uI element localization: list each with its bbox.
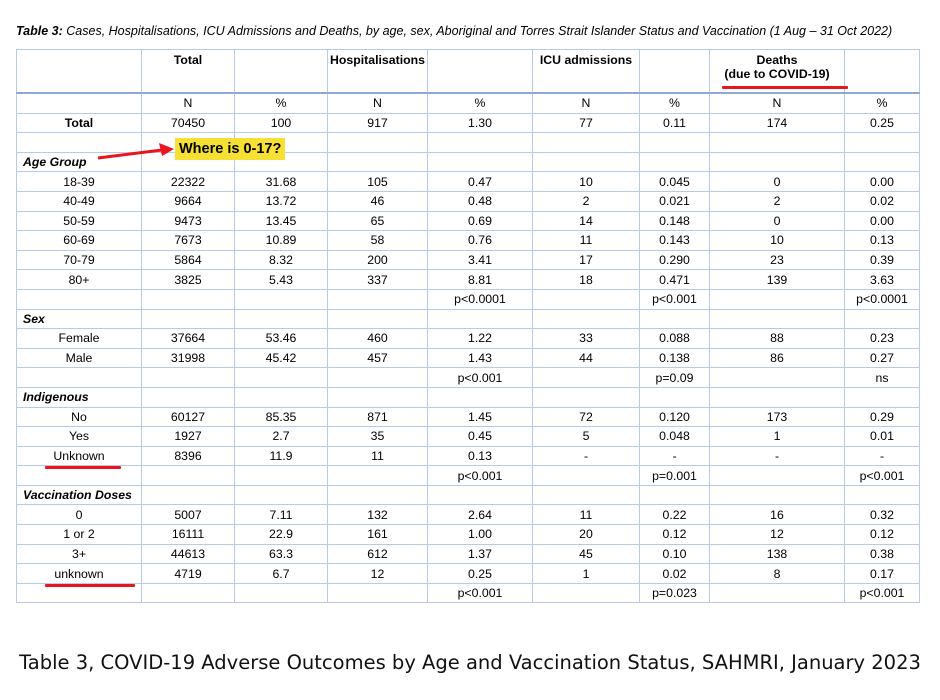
unknown-underline-vaccination bbox=[45, 584, 135, 587]
cell: 0.00 bbox=[845, 172, 920, 192]
cell: 0.021 bbox=[640, 191, 710, 211]
row-label: Male bbox=[17, 348, 142, 368]
cell: 0.12 bbox=[640, 525, 710, 545]
cell: 88 bbox=[710, 329, 845, 349]
empty-cell bbox=[17, 368, 142, 388]
empty-cell bbox=[533, 309, 640, 329]
cell: 5.43 bbox=[235, 270, 328, 290]
cell: 0.76 bbox=[428, 231, 533, 251]
cell: 0.02 bbox=[640, 564, 710, 584]
cell: 0.088 bbox=[640, 329, 710, 349]
cell: 63.3 bbox=[235, 544, 328, 564]
cell: 7673 bbox=[142, 231, 235, 251]
table-row bbox=[17, 270, 920, 290]
cell: 16 bbox=[710, 505, 845, 525]
cell: 1927 bbox=[142, 427, 235, 447]
cell: 31998 bbox=[142, 348, 235, 368]
cell: 0.11 bbox=[640, 113, 710, 133]
unit-cell: N bbox=[533, 93, 640, 113]
cell: 5007 bbox=[142, 505, 235, 525]
empty-cell bbox=[533, 152, 640, 172]
empty-cell bbox=[710, 583, 845, 603]
cell: 0.12 bbox=[845, 525, 920, 545]
empty-cell bbox=[845, 309, 920, 329]
header-hospitalisations: Hospitalisations bbox=[328, 50, 428, 94]
empty-cell bbox=[845, 152, 920, 172]
cell: 0.69 bbox=[428, 211, 533, 231]
table-row bbox=[17, 407, 920, 427]
cell: 77 bbox=[533, 113, 640, 133]
unit-cell: N bbox=[710, 93, 845, 113]
cell: 871 bbox=[328, 407, 428, 427]
empty-cell bbox=[142, 368, 235, 388]
cell: 11 bbox=[328, 446, 428, 466]
cell: 161 bbox=[328, 525, 428, 545]
cell: 0.25 bbox=[845, 113, 920, 133]
cell: 1.30 bbox=[428, 113, 533, 133]
empty-cell bbox=[710, 289, 845, 309]
cell: 1.22 bbox=[428, 329, 533, 349]
cell: 5864 bbox=[142, 250, 235, 270]
cell: 0.02 bbox=[845, 191, 920, 211]
empty-cell bbox=[142, 485, 235, 505]
header-deaths-sub: (due to COVID-19) bbox=[724, 67, 830, 81]
cell: 0.148 bbox=[640, 211, 710, 231]
cell: 1 bbox=[710, 427, 845, 447]
cell: 23 bbox=[710, 250, 845, 270]
cell: 0.48 bbox=[428, 191, 533, 211]
p-value: p<0.001 bbox=[845, 583, 920, 603]
empty-cell bbox=[328, 152, 428, 172]
cell: 8396 bbox=[142, 446, 235, 466]
cell: 0.32 bbox=[845, 505, 920, 525]
unit-cell: N bbox=[328, 93, 428, 113]
row-label: 80+ bbox=[17, 270, 142, 290]
table-title-prefix: Table 3: bbox=[16, 24, 63, 38]
cell: 45 bbox=[533, 544, 640, 564]
row-label: 60-69 bbox=[17, 231, 142, 251]
cell: 11.9 bbox=[235, 446, 328, 466]
cell: 1.00 bbox=[428, 525, 533, 545]
empty-cell bbox=[428, 485, 533, 505]
header-deaths-label: Deaths bbox=[756, 53, 798, 67]
cell: 8.32 bbox=[235, 250, 328, 270]
cell: 0.10 bbox=[640, 544, 710, 564]
cell: 0.29 bbox=[845, 407, 920, 427]
cell: 16111 bbox=[142, 525, 235, 545]
cell: 60127 bbox=[142, 407, 235, 427]
unit-cell: % bbox=[640, 93, 710, 113]
cell: 3825 bbox=[142, 270, 235, 290]
cell: 37664 bbox=[142, 329, 235, 349]
cell: 46 bbox=[328, 191, 428, 211]
empty-cell bbox=[17, 289, 142, 309]
empty-cell bbox=[235, 485, 328, 505]
p-value: p=0.023 bbox=[640, 583, 710, 603]
cell: 200 bbox=[328, 250, 428, 270]
empty-cell bbox=[142, 309, 235, 329]
cell: 58 bbox=[328, 231, 428, 251]
p-value: p<0.001 bbox=[428, 583, 533, 603]
header-icu: ICU admissions bbox=[533, 50, 640, 94]
empty-cell bbox=[328, 368, 428, 388]
figure-caption: Table 3, COVID-19 Adverse Outcomes by Age and Vaccination Status, SAHMRI, January 2023 bbox=[19, 651, 921, 674]
section-heading: Vaccination Doses bbox=[17, 485, 142, 505]
empty-cell bbox=[328, 309, 428, 329]
cell: 2.64 bbox=[428, 505, 533, 525]
cell: 132 bbox=[328, 505, 428, 525]
cell: 2 bbox=[710, 191, 845, 211]
cell: 0.048 bbox=[640, 427, 710, 447]
empty-cell bbox=[533, 466, 640, 486]
table-row bbox=[17, 329, 920, 349]
section-sex bbox=[17, 309, 920, 329]
table-row bbox=[17, 525, 920, 545]
cell: 0.00 bbox=[845, 211, 920, 231]
empty-cell bbox=[235, 309, 328, 329]
cell: 0.045 bbox=[640, 172, 710, 192]
empty-cell bbox=[328, 583, 428, 603]
empty-cell bbox=[640, 387, 710, 407]
cell: 0.22 bbox=[640, 505, 710, 525]
table-row bbox=[17, 505, 920, 525]
row-label: Female bbox=[17, 329, 142, 349]
table-row bbox=[17, 348, 920, 368]
empty-cell bbox=[640, 152, 710, 172]
callout-where-0-17: Where is 0-17? bbox=[175, 138, 285, 160]
cell: 1.37 bbox=[428, 544, 533, 564]
table-title bbox=[16, 24, 892, 38]
cell: 917 bbox=[328, 113, 428, 133]
cell: 0.143 bbox=[640, 231, 710, 251]
cell: 100 bbox=[235, 113, 328, 133]
p-value: p<0.001 bbox=[428, 466, 533, 486]
cell: 33 bbox=[533, 329, 640, 349]
row-label: 50-59 bbox=[17, 211, 142, 231]
cell: 1 bbox=[533, 564, 640, 584]
cell: 3.41 bbox=[428, 250, 533, 270]
cell: 10.89 bbox=[235, 231, 328, 251]
cell: 9473 bbox=[142, 211, 235, 231]
unknown-underline-indigenous bbox=[45, 466, 121, 469]
cell: 3.63 bbox=[845, 270, 920, 290]
empty-cell bbox=[845, 387, 920, 407]
cell: 0.01 bbox=[845, 427, 920, 447]
cell: 12 bbox=[328, 564, 428, 584]
cell: 460 bbox=[328, 329, 428, 349]
cell: 174 bbox=[710, 113, 845, 133]
cell: 1.43 bbox=[428, 348, 533, 368]
section-heading: Indigenous bbox=[17, 387, 142, 407]
cell: 5 bbox=[533, 427, 640, 447]
table-row bbox=[17, 231, 920, 251]
empty-cell bbox=[328, 466, 428, 486]
cell: 86 bbox=[710, 348, 845, 368]
p-value-row bbox=[17, 583, 920, 603]
cell: - bbox=[640, 446, 710, 466]
cell: 0.39 bbox=[845, 250, 920, 270]
empty-cell bbox=[235, 368, 328, 388]
cell: 8 bbox=[710, 564, 845, 584]
cell: 6.7 bbox=[235, 564, 328, 584]
section-heading: Age Group bbox=[17, 152, 142, 172]
row-label: Unknown bbox=[17, 446, 142, 466]
cell: 2 bbox=[533, 191, 640, 211]
row-label: 0 bbox=[17, 505, 142, 525]
p-value: ns bbox=[845, 368, 920, 388]
cell: 7.11 bbox=[235, 505, 328, 525]
cell: 0.13 bbox=[845, 231, 920, 251]
cell: 65 bbox=[328, 211, 428, 231]
cell: - bbox=[845, 446, 920, 466]
empty-cell bbox=[710, 485, 845, 505]
table-row bbox=[17, 172, 920, 192]
table-row bbox=[17, 446, 920, 466]
cell: 2.7 bbox=[235, 427, 328, 447]
table-row bbox=[17, 191, 920, 211]
cell: 0.27 bbox=[845, 348, 920, 368]
cell: 337 bbox=[328, 270, 428, 290]
table-row bbox=[17, 544, 920, 564]
empty-cell bbox=[328, 387, 428, 407]
cell: 11 bbox=[533, 505, 640, 525]
empty-cell bbox=[640, 485, 710, 505]
p-value: p<0.001 bbox=[845, 466, 920, 486]
cell: 138 bbox=[710, 544, 845, 564]
p-value: p=0.001 bbox=[640, 466, 710, 486]
cell: 0.290 bbox=[640, 250, 710, 270]
row-label: 70-79 bbox=[17, 250, 142, 270]
row-label: Yes bbox=[17, 427, 142, 447]
cell: - bbox=[710, 446, 845, 466]
cell: 4719 bbox=[142, 564, 235, 584]
cell: 173 bbox=[710, 407, 845, 427]
red-arrow-icon bbox=[96, 140, 178, 166]
row-label: 18-39 bbox=[17, 172, 142, 192]
unit-cell: % bbox=[428, 93, 533, 113]
empty-cell bbox=[710, 466, 845, 486]
empty-cell bbox=[710, 368, 845, 388]
empty-cell bbox=[328, 485, 428, 505]
row-label: No bbox=[17, 407, 142, 427]
empty-cell bbox=[533, 485, 640, 505]
empty-cell bbox=[710, 152, 845, 172]
row-label: 3+ bbox=[17, 544, 142, 564]
row-label: Total bbox=[17, 113, 142, 133]
p-value-row bbox=[17, 368, 920, 388]
cell: 105 bbox=[328, 172, 428, 192]
cell: 35 bbox=[328, 427, 428, 447]
empty-cell bbox=[428, 387, 533, 407]
empty-cell bbox=[235, 583, 328, 603]
empty-cell bbox=[533, 583, 640, 603]
empty-cell bbox=[428, 152, 533, 172]
cell: 0.471 bbox=[640, 270, 710, 290]
cell: 10 bbox=[710, 231, 845, 251]
cell: 0.13 bbox=[428, 446, 533, 466]
units-row bbox=[17, 93, 920, 113]
cell: 72 bbox=[533, 407, 640, 427]
cell: 0.23 bbox=[845, 329, 920, 349]
p-value: p=0.09 bbox=[640, 368, 710, 388]
cell: 44 bbox=[533, 348, 640, 368]
p-value-row bbox=[17, 466, 920, 486]
cell: 0.138 bbox=[640, 348, 710, 368]
cell: 85.35 bbox=[235, 407, 328, 427]
p-value-row bbox=[17, 289, 920, 309]
cell: 22.9 bbox=[235, 525, 328, 545]
cell: 70450 bbox=[142, 113, 235, 133]
cell: 9664 bbox=[142, 191, 235, 211]
section-vaccination bbox=[17, 485, 920, 505]
empty-cell bbox=[235, 466, 328, 486]
cell: 44613 bbox=[142, 544, 235, 564]
cell: 0.25 bbox=[428, 564, 533, 584]
cell: 0.38 bbox=[845, 544, 920, 564]
cell: 31.68 bbox=[235, 172, 328, 192]
table-row bbox=[17, 427, 920, 447]
cell: 0.47 bbox=[428, 172, 533, 192]
unit-cell: N bbox=[142, 93, 235, 113]
empty-cell bbox=[533, 368, 640, 388]
outcomes-table bbox=[16, 49, 920, 603]
row-label: unknown bbox=[17, 564, 142, 584]
empty-cell bbox=[640, 309, 710, 329]
cell: 13.72 bbox=[235, 191, 328, 211]
empty-cell bbox=[710, 387, 845, 407]
cell: 11 bbox=[533, 231, 640, 251]
cell: 18 bbox=[533, 270, 640, 290]
cell: - bbox=[533, 446, 640, 466]
empty-cell bbox=[142, 289, 235, 309]
empty-cell bbox=[235, 387, 328, 407]
cell: 0 bbox=[710, 172, 845, 192]
p-value: p<0.0001 bbox=[845, 289, 920, 309]
empty-cell bbox=[845, 485, 920, 505]
deaths-underline bbox=[722, 86, 848, 89]
total-row bbox=[17, 113, 920, 133]
table-row bbox=[17, 564, 920, 584]
cell: 139 bbox=[710, 270, 845, 290]
table-row bbox=[17, 250, 920, 270]
empty-cell bbox=[142, 583, 235, 603]
p-value: p<0.001 bbox=[428, 368, 533, 388]
cell: 0 bbox=[710, 211, 845, 231]
cell: 0.17 bbox=[845, 564, 920, 584]
empty-cell bbox=[142, 466, 235, 486]
empty-cell bbox=[710, 309, 845, 329]
p-value: p<0.0001 bbox=[428, 289, 533, 309]
row-label: 1 or 2 bbox=[17, 525, 142, 545]
empty-cell bbox=[142, 387, 235, 407]
section-heading: Sex bbox=[17, 309, 142, 329]
cell: 0.120 bbox=[640, 407, 710, 427]
cell: 12 bbox=[710, 525, 845, 545]
row-label: 40-49 bbox=[17, 191, 142, 211]
table-row bbox=[17, 211, 920, 231]
cell: 22322 bbox=[142, 172, 235, 192]
cell: 10 bbox=[533, 172, 640, 192]
unit-cell: % bbox=[235, 93, 328, 113]
empty-cell bbox=[533, 387, 640, 407]
cell: 20 bbox=[533, 525, 640, 545]
cell: 612 bbox=[328, 544, 428, 564]
p-value: p<0.001 bbox=[640, 289, 710, 309]
empty-cell bbox=[235, 289, 328, 309]
unit-cell: % bbox=[845, 93, 920, 113]
section-indigenous bbox=[17, 387, 920, 407]
table-title-text: Cases, Hospitalisations, ICU Admissions and Deaths, by age, sex, Aboriginal and Torres Strait Islander Status and Vaccination (1 Aug – 31 Oct 2022) bbox=[66, 24, 893, 38]
empty-cell bbox=[328, 289, 428, 309]
cell: 457 bbox=[328, 348, 428, 368]
cell: 8.81 bbox=[428, 270, 533, 290]
empty-cell bbox=[533, 289, 640, 309]
empty-cell bbox=[428, 309, 533, 329]
cell: 1.45 bbox=[428, 407, 533, 427]
cell: 13.45 bbox=[235, 211, 328, 231]
cell: 0.45 bbox=[428, 427, 533, 447]
cell: 17 bbox=[533, 250, 640, 270]
cell: 53.46 bbox=[235, 329, 328, 349]
cell: 45.42 bbox=[235, 348, 328, 368]
header-blank bbox=[17, 50, 142, 94]
cell: 14 bbox=[533, 211, 640, 231]
header-total: Total bbox=[142, 50, 235, 94]
